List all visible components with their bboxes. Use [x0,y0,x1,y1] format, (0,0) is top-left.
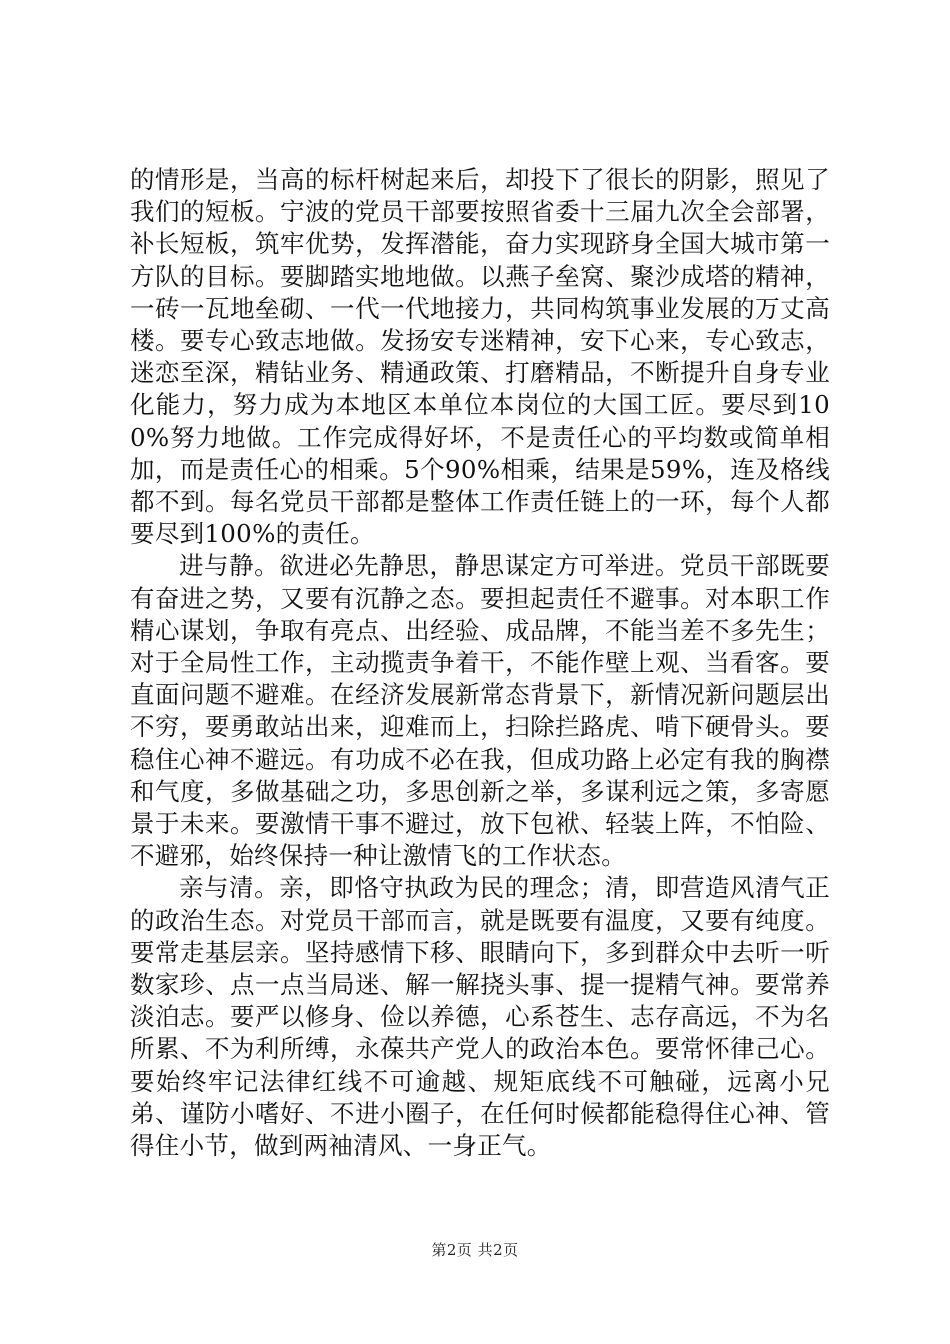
paragraph-continuation: 的情形是，当高的标杆树起来后，却投下了很长的阴影，照见了我们的短板。宁波的党员干部要按照省委十三届九次全会部署，补长短板，筑牢优势，发挥潜能，奋力实现跻身全国大城市第一方队的目标。要脚踏实地地做。以燕子垒窝、聚沙成塔的精神，一砖一瓦地垒砌、一代一代地接力，共同构筑事业发展的万丈高楼。要专心致志地做。发扬安专迷精神，安下心来，专心致志，迷恋至深，精钻业务、精通政策、打磨精品，不断提升自身专业化能力，努力成为本地区本单位本岗位的大国工匠。要尽到100%努力地做。工作完成得好坏，不是责任心的平均数或简单相加，而是责任心的相乘。5个90%相乘，结果是59%，连及格线都不到。每名党员干部都是整体工作责任链上的一环，每个人都要尽到100%的责任。 [130,165,830,549]
page-footer: 第2页 共2页 [431,1241,519,1259]
paragraph-qin-yu-qing: 亲与清。亲，即恪守执政为民的理念；清，即营造风清气正的政治生态。对党员干部而言，就是既要有温度，又要有纯度。要常走基层亲。坚持感情下移、眼睛向下，多到群众中去听一听数家珍、点一点当局迷、解一解挠头事、提一提精气神。要常养淡泊志。要严以修身、俭以养德，心系苍生、志存高远，不为名所累、不为利所缚，永葆共产党人的政治本色。要常怀律己心。要始终牢记法律红线不可逾越、规矩底线不可触碰，远离小兄弟、谨防小嗜好、不进小圈子，在任何时候都能稳得住心神、管得住小节，做到两袖清风、一身正气。 [130,873,830,1161]
body-text [130,164,830,1162]
paragraph-jin-yu-jing: 进与静。欲进必先静思，静思谋定方可举进。党员干部既要有奋进之势，又要有沉静之态。要担起责任不避事。对本职工作精心谋划，争取有亮点、出经验、成品牌，不能当差不多先生；对于全局性工作，主动揽责争着干，不能作壁上观、当看客。要直面问题不避难。在经济发展新常态背景下，新情况新问题层出不穷，要勇敢站出来，迎难而上，扫除拦路虎、啃下硬骨头。要稳住心神不避远。有功成不必在我，但成功路上必定有我的胸襟和气度，多做基础之功，多思创新之举，多谋利远之策，多寄愿景于未来。要激情干事不避过，放下包袱、轻装上阵，不怕险、不避邪，始终保持一种让激情飞的工作状态。 [130,551,830,871]
